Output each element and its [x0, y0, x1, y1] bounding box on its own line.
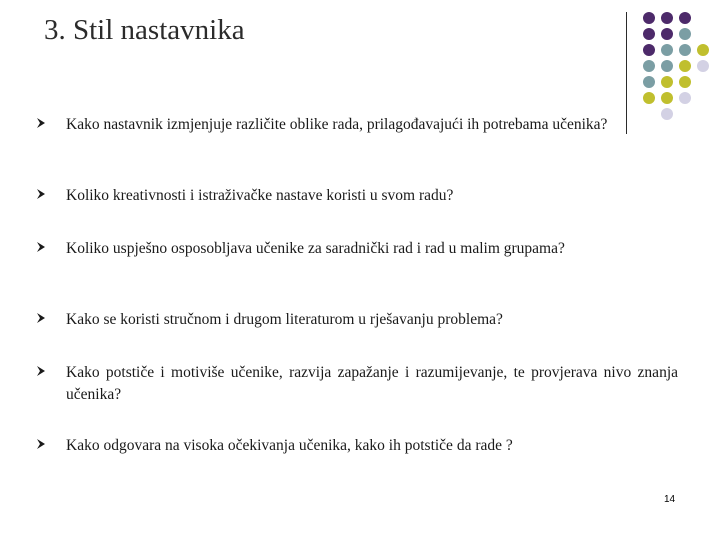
- slide-title: 3. Stil nastavnika: [44, 14, 245, 46]
- bullet-arrow-icon: [36, 241, 46, 253]
- bullet-arrow-icon: [36, 365, 46, 377]
- decorative-dot: [643, 28, 655, 40]
- decorative-dot: [661, 76, 673, 88]
- decorative-dot: [679, 92, 691, 104]
- decorative-dot: [643, 44, 655, 56]
- decorative-dot: [661, 28, 673, 40]
- decorative-dot: [679, 76, 691, 88]
- decorative-dot: [679, 44, 691, 56]
- bullet-arrow-icon: [36, 438, 46, 450]
- decorative-dot: [661, 12, 673, 24]
- decorative-dot: [679, 12, 691, 24]
- bullet-text: Kako odgovara na visoka očekivanja učenika, kako ih potstiče da rade ?: [66, 437, 513, 454]
- page-number: 14: [664, 494, 676, 505]
- bullet-arrow-icon: [36, 117, 46, 129]
- bullet-text: Kako se koristi stručnom i drugom literaturom u rješavanju problema?: [66, 311, 503, 328]
- decorative-dot: [661, 60, 673, 72]
- decorative-dot: [697, 44, 709, 56]
- decorative-dot: [643, 60, 655, 72]
- decorative-dot: [643, 76, 655, 88]
- decorative-dot: [661, 92, 673, 104]
- bullet-arrow-icon: [36, 188, 46, 200]
- decorative-dot: [643, 12, 655, 24]
- bullet-arrow-icon: [36, 312, 46, 324]
- decorative-dot: [697, 60, 709, 72]
- bullet-text: Koliko uspješno osposobljava učenike za saradnički rad i rad u malim grupama?: [66, 240, 565, 257]
- decorative-dot: [643, 92, 655, 104]
- bullet-text: Kako potstiče i motiviše učenike, razvija zapažanje i razumijevanje, te provjerava nivo znanja učenika?: [66, 364, 678, 403]
- bullet-text: Koliko kreativnosti i istraživačke nastave koristi u svom radu?: [66, 187, 454, 204]
- decorative-dot: [679, 28, 691, 40]
- decorative-dot: [661, 44, 673, 56]
- decorative-dot: [679, 60, 691, 72]
- bullet-text: Kako nastavnik izmjenjuje različite oblike rada, prilagođavajući ih potrebama učenika?: [66, 116, 608, 133]
